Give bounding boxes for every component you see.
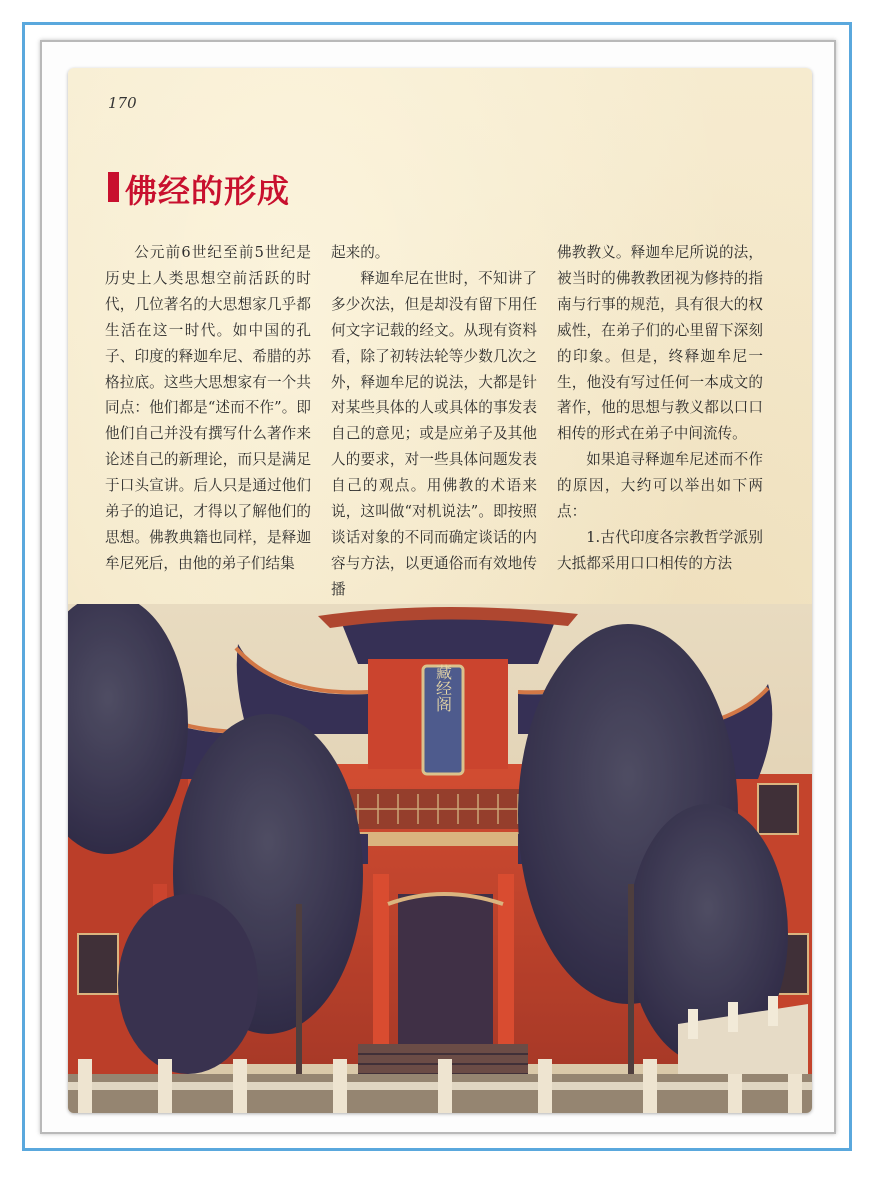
text-column-2 xyxy=(331,240,537,603)
text-column-3 xyxy=(557,240,763,577)
temple-plaque: 藏经阁 xyxy=(433,664,453,712)
paragraph: 如果追寻释迦牟尼述而不作的原因，大约可以举出如下两点： xyxy=(557,451,763,521)
page-number: 170 xyxy=(108,94,137,112)
title-marker-bar xyxy=(108,172,119,202)
temple-photo xyxy=(68,604,812,1113)
text-column-1 xyxy=(105,240,311,577)
page-paper xyxy=(68,68,812,1113)
paragraph: 公元前6世纪至前5世纪是历史上人类思想空前活跃的时代，几位著名的大思想家几乎都生活在这一时代。如中国的孔子、印度的释迦牟尼、希腊的苏格拉底。这些大思想家有一个共同点：他们都是“述而不作”。即他们自己并没有撰写什么著作来论述自己的新理论，而只是满足于口头宣讲。后人只是通过他们弟子的追记，才得以了解他们的思想。佛教典籍也同样，是释迦牟尼死后，由他的弟子们结集 xyxy=(105,244,311,572)
paragraph: 佛教教义。释迦牟尼所说的法，被当时的佛教教团视为修持的指南与行事的规范，具有很大的权威性，在弟子们的心里留下深刻的印象。但是，终释迦牟尼一生，他没有写过任何一本成文的著作，他的思想与教义都以口口相传的形式在弟子中间流传。 xyxy=(557,244,763,443)
paragraph: 1.古代印度各宗教哲学派别大抵都采用口口相传的方法 xyxy=(557,528,763,572)
paragraph: 释迦牟尼在世时，不知讲了多少次法，但是却没有留下用任何文字记载的经文。从现有资料看，除了初转法轮等少数几次之外，释迦牟尼的说法，大都是针对某些具体的人或具体的事发表自己的意见；或是应弟子及其他人的要求，对一些具体问题发表自己的观点。用佛教的术语来说，这叫做“对机说法”。即按照谈话对象的不同而确定谈话的内容与方法，以更通俗而有效地传播 xyxy=(331,269,537,598)
paragraph: 起来的。 xyxy=(331,244,390,261)
page-title: 佛经的形成 xyxy=(125,172,291,210)
